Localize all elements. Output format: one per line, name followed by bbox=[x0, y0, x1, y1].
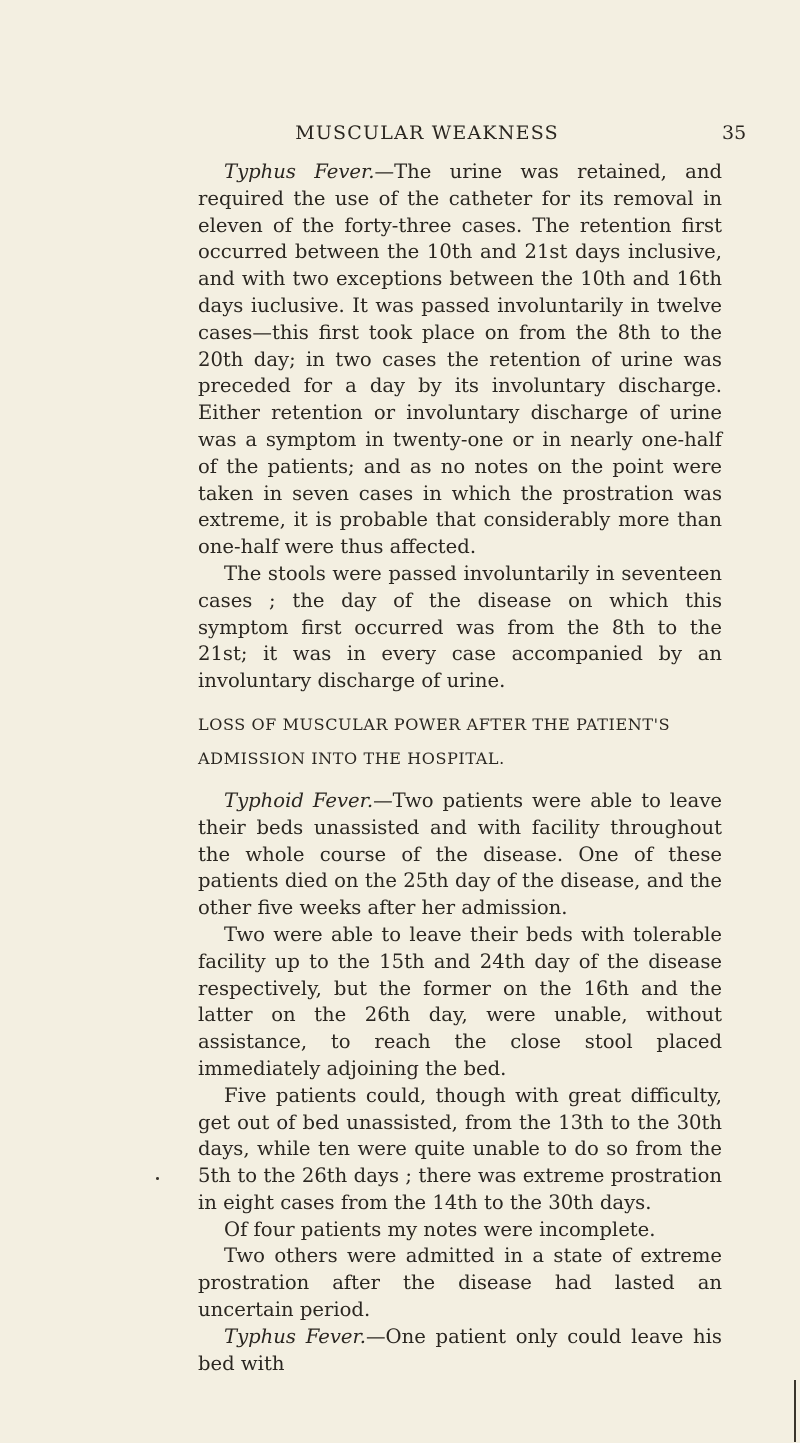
paragraph-text: —One patient only could leave his bed with bbox=[198, 1324, 722, 1375]
section-label-typhus-2: Typhus Fever. bbox=[224, 1324, 366, 1348]
section-heading-line2: ADMISSION INTO THE HOSPITAL. bbox=[198, 748, 505, 768]
paragraph-typhus-urine bbox=[198, 159, 722, 561]
scan-speck bbox=[156, 1177, 159, 1180]
paragraph-incomplete-notes: Of four patients my notes were incomplete. bbox=[224, 1217, 656, 1241]
paragraph-typhus-stools: The stools were passed involuntarily in seventeen cases ; the day of the disease on which this symptom first occurred was from the 8th to the 21st; it was in every case accompanied by an involuntary discharge of urine. bbox=[198, 561, 722, 693]
paragraph-extreme-prostration: Two others were admitted in a state of extreme prostration after the disease had lasted an uncertain period. bbox=[198, 1244, 722, 1322]
page-number: 35 bbox=[722, 122, 747, 144]
paragraph-text: —Two patients were able to leave their beds unassisted and with facility throughout the whole course of the disease. One of these patients died on the 25th day of the disease, and the other five weeks after her admission. bbox=[198, 788, 723, 920]
paragraph-typhoid-tolerable: Two were able to leave their beds with tolerable facility up to the 15th and 24th day of the disease respectively, but the former on the 16th and the latter on the 26th day, were unable, without assistance, to reach the close stool placed immediately adjoining the bed. bbox=[198, 922, 722, 1080]
paragraph-typhoid-intro bbox=[198, 788, 722, 922]
section-heading-line1: LOSS OF MUSCULAR POWER AFTER THE PATIENT'S bbox=[198, 714, 671, 734]
section-label-typhus: Typhus Fever. bbox=[224, 160, 375, 183]
body-text bbox=[198, 159, 722, 1377]
paragraph-typhus-leave-bed bbox=[198, 1324, 722, 1378]
paragraph-text: —The urine was retained, and required the use of the catheter for its removal in eleven of the forty-three cases. The retention first occurred between the 10th and 21st days inclusive, and with two exceptions between the 10th and 16th days iuclusive. It was passed involuntarily in twelve cases—this first took place on from the 8th to the 20th day; in two cases the retention of urine was preceded for a day by its involuntary discharge. Either retention or involuntary discharge of urine was a symptom in twenty-one or in nearly one-half of the patients; and as no notes on the point were taken in seven cases in which the prostration was extreme, it is probable that considerably more than one-half were thus affected. bbox=[198, 160, 722, 559]
section-label-typhoid: Typhoid Fever. bbox=[224, 788, 374, 812]
paragraph-typhoid-difficulty: Five patients could, though with great difficulty, get out of bed unassisted, from the 13th to the 30th days, while ten were quite unable to do so from the 5th to the 26th days ; there was extreme prostration in eight cases from the 14th to the 30th days. bbox=[198, 1083, 722, 1214]
running-title: MUSCULAR WEAKNESS bbox=[295, 122, 559, 144]
page-edge-line bbox=[794, 1380, 796, 1442]
